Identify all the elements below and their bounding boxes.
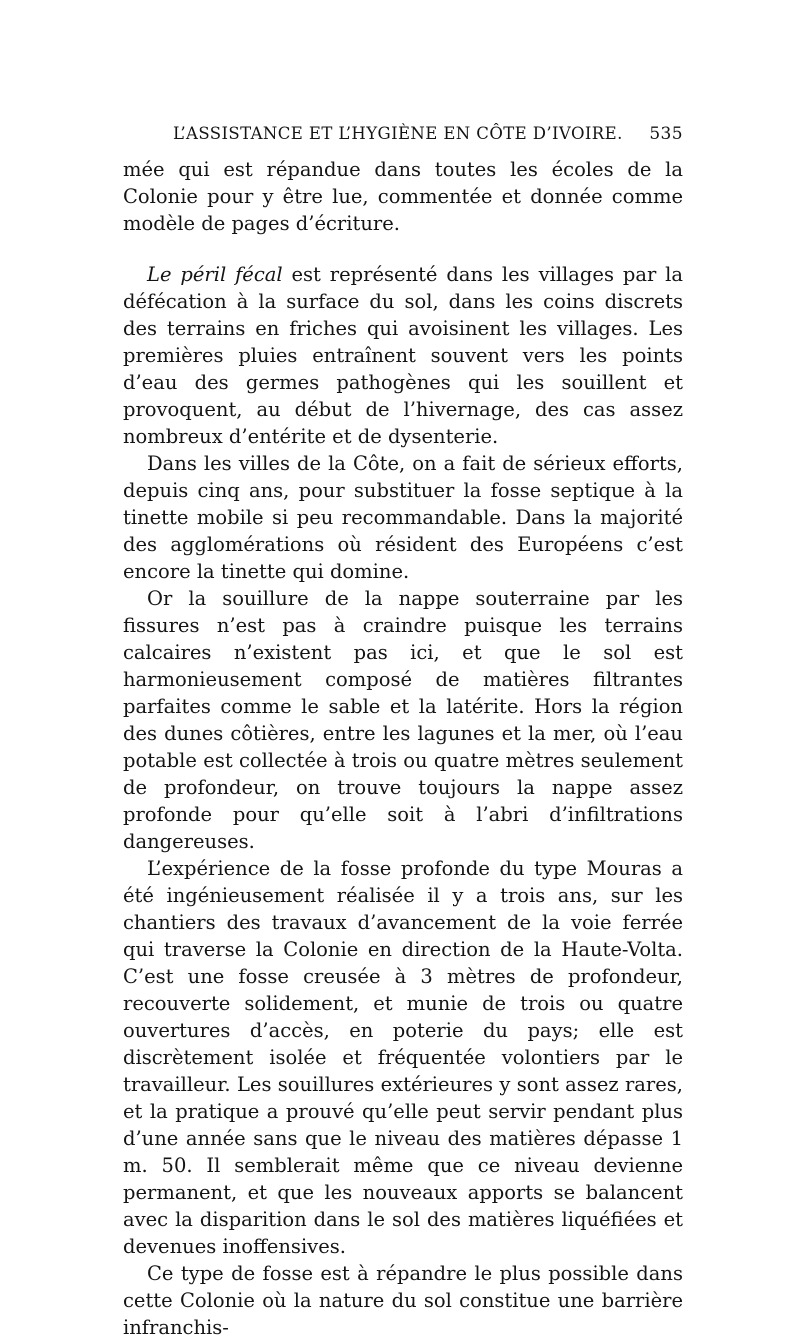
- paragraph-type-de-fosse: [123, 1260, 683, 1341]
- paragraph-text: Ce type de fosse est à répandre le plus possible dans cette Colonie où la nature du sol constitue une barrière infranchis-: [123, 1262, 683, 1339]
- paragraph-text: est représenté dans les villages par la défécation à la surface du sol, dans les coins discrets des terrains en friches qui avoisinent les villages. Les premières pluies entraînent souvent vers les points d’eau des germes pathogènes qui les souillent et provoquent, au début de l’hivernage, des cas assez nombreux d’entérite et de dysenterie.: [123, 263, 684, 448]
- body-text: [123, 156, 683, 1341]
- paragraph-peril-fecal: [123, 261, 683, 450]
- paragraph-text: mée qui est répandue dans toutes les écoles de la Colonie pour y être lue, commentée et donnée comme modèle de pages d’écriture.: [123, 158, 683, 235]
- paragraph-fosse-mouras: [123, 855, 683, 1260]
- book-page: [123, 118, 683, 1341]
- page-number: 535: [649, 124, 683, 144]
- paragraph-text: Dans les villes de la Côte, on a fait de sérieux efforts, depuis cinq ans, pour substituer la fosse septique à la tinette mobile si peu recommandable. Dans la majorité des agglomérations où résident des Européens c’est encore la tinette qui domine.: [123, 452, 683, 583]
- paragraph-text: L’expérience de la fosse profonde du type Mouras a été ingénieusement réalisée il y a trois ans, sur les chantiers des travaux d’avancement de la voie ferrée qui traverse la Colonie en direction de la Haute-Volta. C’est une fosse creusée à 3 mètres de profondeur, recouverte solidement, et munie de trois ou quatre ouvertures d’accès, en poterie du pays; elle est discrètement isolée et fréquentée volontiers par le travailleur. Les souillures extérieures y sont assez rares, et la pratique a prouvé qu’elle peut servir pendant plus d’une année sans que le niveau des matières dépasse 1 m. 50. Il semblerait même que ce niveau devienne permanent, et que les nouveaux apports se balancent avec la disparition dans le sol des matières liquéfiées et devenues inoffensives.: [123, 857, 683, 1258]
- paragraph-continuation: [123, 156, 683, 237]
- paragraph-text: Or la souillure de la nappe souterraine par les fissures n’est pas à craindre puisque les terrains calcaires n’existent pas ici, et que le sol est harmonieusement composé de matières filtrantes parfaites comme le sable et la latérite. Hors la région des dunes côtières, entre les lagunes et la mer, où l’eau potable est collectée à trois ou quatre mètres seulement de profondeur, on trouve toujours la nappe assez profonde pour qu’elle soit à l’abri d’infiltrations dangereuses.: [123, 587, 683, 853]
- running-header: [123, 118, 683, 148]
- running-title: L’ASSISTANCE ET L’HYGIÈNE EN CÔTE D’IVOIRE.: [173, 124, 623, 143]
- paragraph-villes-cote: [123, 450, 683, 585]
- paragraph-nappe-souterraine: [123, 585, 683, 855]
- italic-lead-phrase: Le péril fécal: [147, 263, 283, 286]
